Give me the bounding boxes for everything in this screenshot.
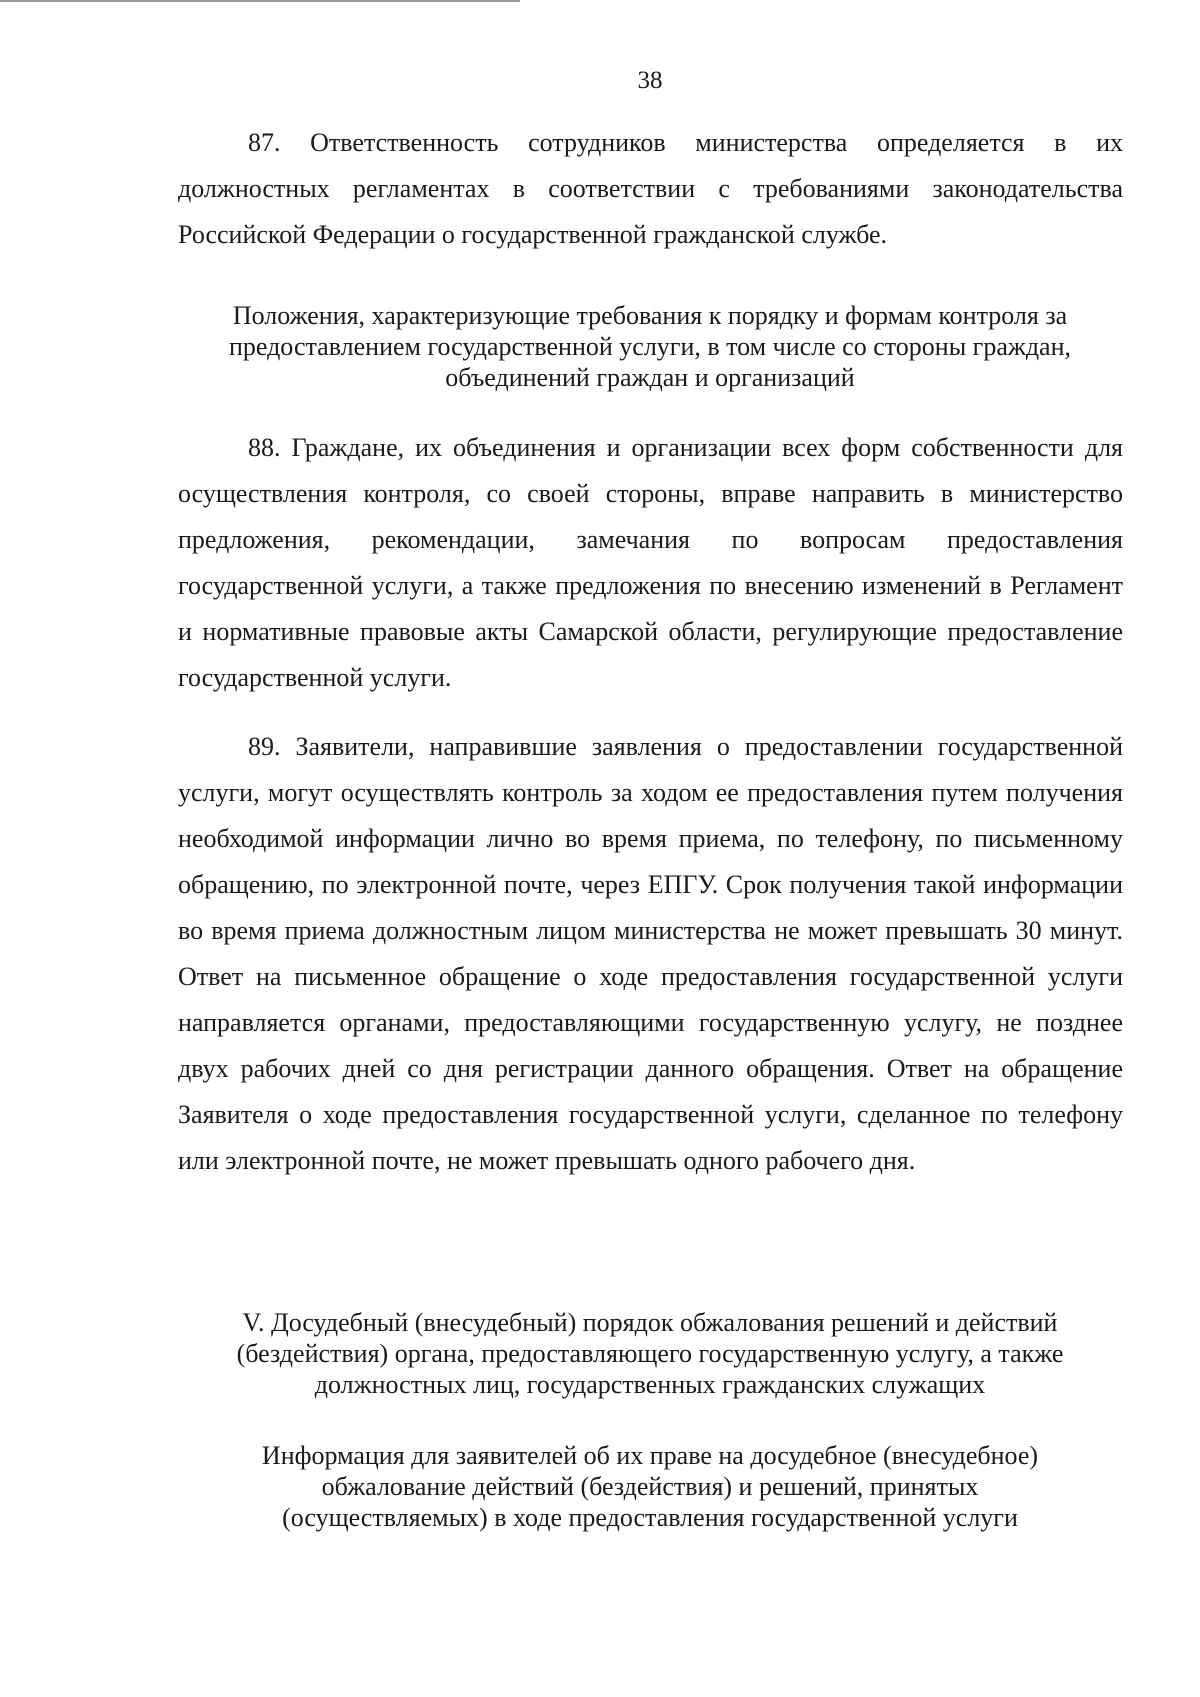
page-number: 38	[637, 67, 663, 94]
scan-edge-line	[0, 0, 520, 2]
heading-line: (осуществляемых) в ходе предоставления государственной услуги	[282, 1503, 1018, 1532]
heading-line: Информация для заявителей об их праве на досудебное (внесудебное)	[261, 1441, 1039, 1470]
heading-line: объединений граждан и организаций	[445, 363, 855, 392]
heading-line: должностных лиц, государственных гражданских служащих	[314, 1370, 986, 1399]
paragraph-89: 89. Заявители, направившие заявления о предоставлении государственной услуги, могут осуществлять контроль за ходом ее предоставления путем получения необходимой информации лично во время приема, по телефону, по письменному обращению, по электронной почте, через ЕПГУ. Срок получения такой информации во время приема должностным лицом министерства не может превышать 30 минут. Ответ на письменное обращение о ходе предоставления государственной услуги направляется органами, предоставляющими государственную услугу, не позднее двух рабочих дней со дня регистрации данного обращения. Ответ на обращение Заявителя о ходе предоставления государственной услуги, сделанное по телефону или электронной почте, не может превышать одного рабочего дня.	[178, 732, 1123, 1175]
heading-section-v	[160, 1307, 1140, 1400]
heading-line: (бездействия) органа, предоставляющего государственную услугу, а также	[236, 1339, 1064, 1368]
heading-appeal-information	[160, 1440, 1140, 1533]
paragraph-88: 88. Граждане, их объединения и организации всех форм собственности для осуществления контроля, со своей стороны, вправе направить в министерство предложения, рекомендации, замечания по вопросам предоставления государственной услуги, а также предложения по внесению изменений в Регламент и нормативные правовые акты Самарской области, регулирующие предоставление государственной услуги.	[178, 433, 1123, 692]
heading-line: V. Досудебный (внесудебный) порядок обжалования решений и действий	[242, 1308, 1058, 1337]
heading-line: Положения, характеризующие требования к порядку и формам контроля за	[232, 301, 1068, 330]
heading-line: предоставлением государственной услуги, в том числе со стороны граждан,	[228, 332, 1072, 361]
heading-line: обжалование действий (бездействия) и решений, принятых	[321, 1472, 979, 1501]
paragraph-87: 87. Ответственность сотрудников министерства определяется в их должностных регламентах в соответствии с требованиями законодательства Российской Федерации о государственной гражданской службе.	[178, 128, 1123, 249]
heading-control-requirements	[160, 300, 1140, 393]
